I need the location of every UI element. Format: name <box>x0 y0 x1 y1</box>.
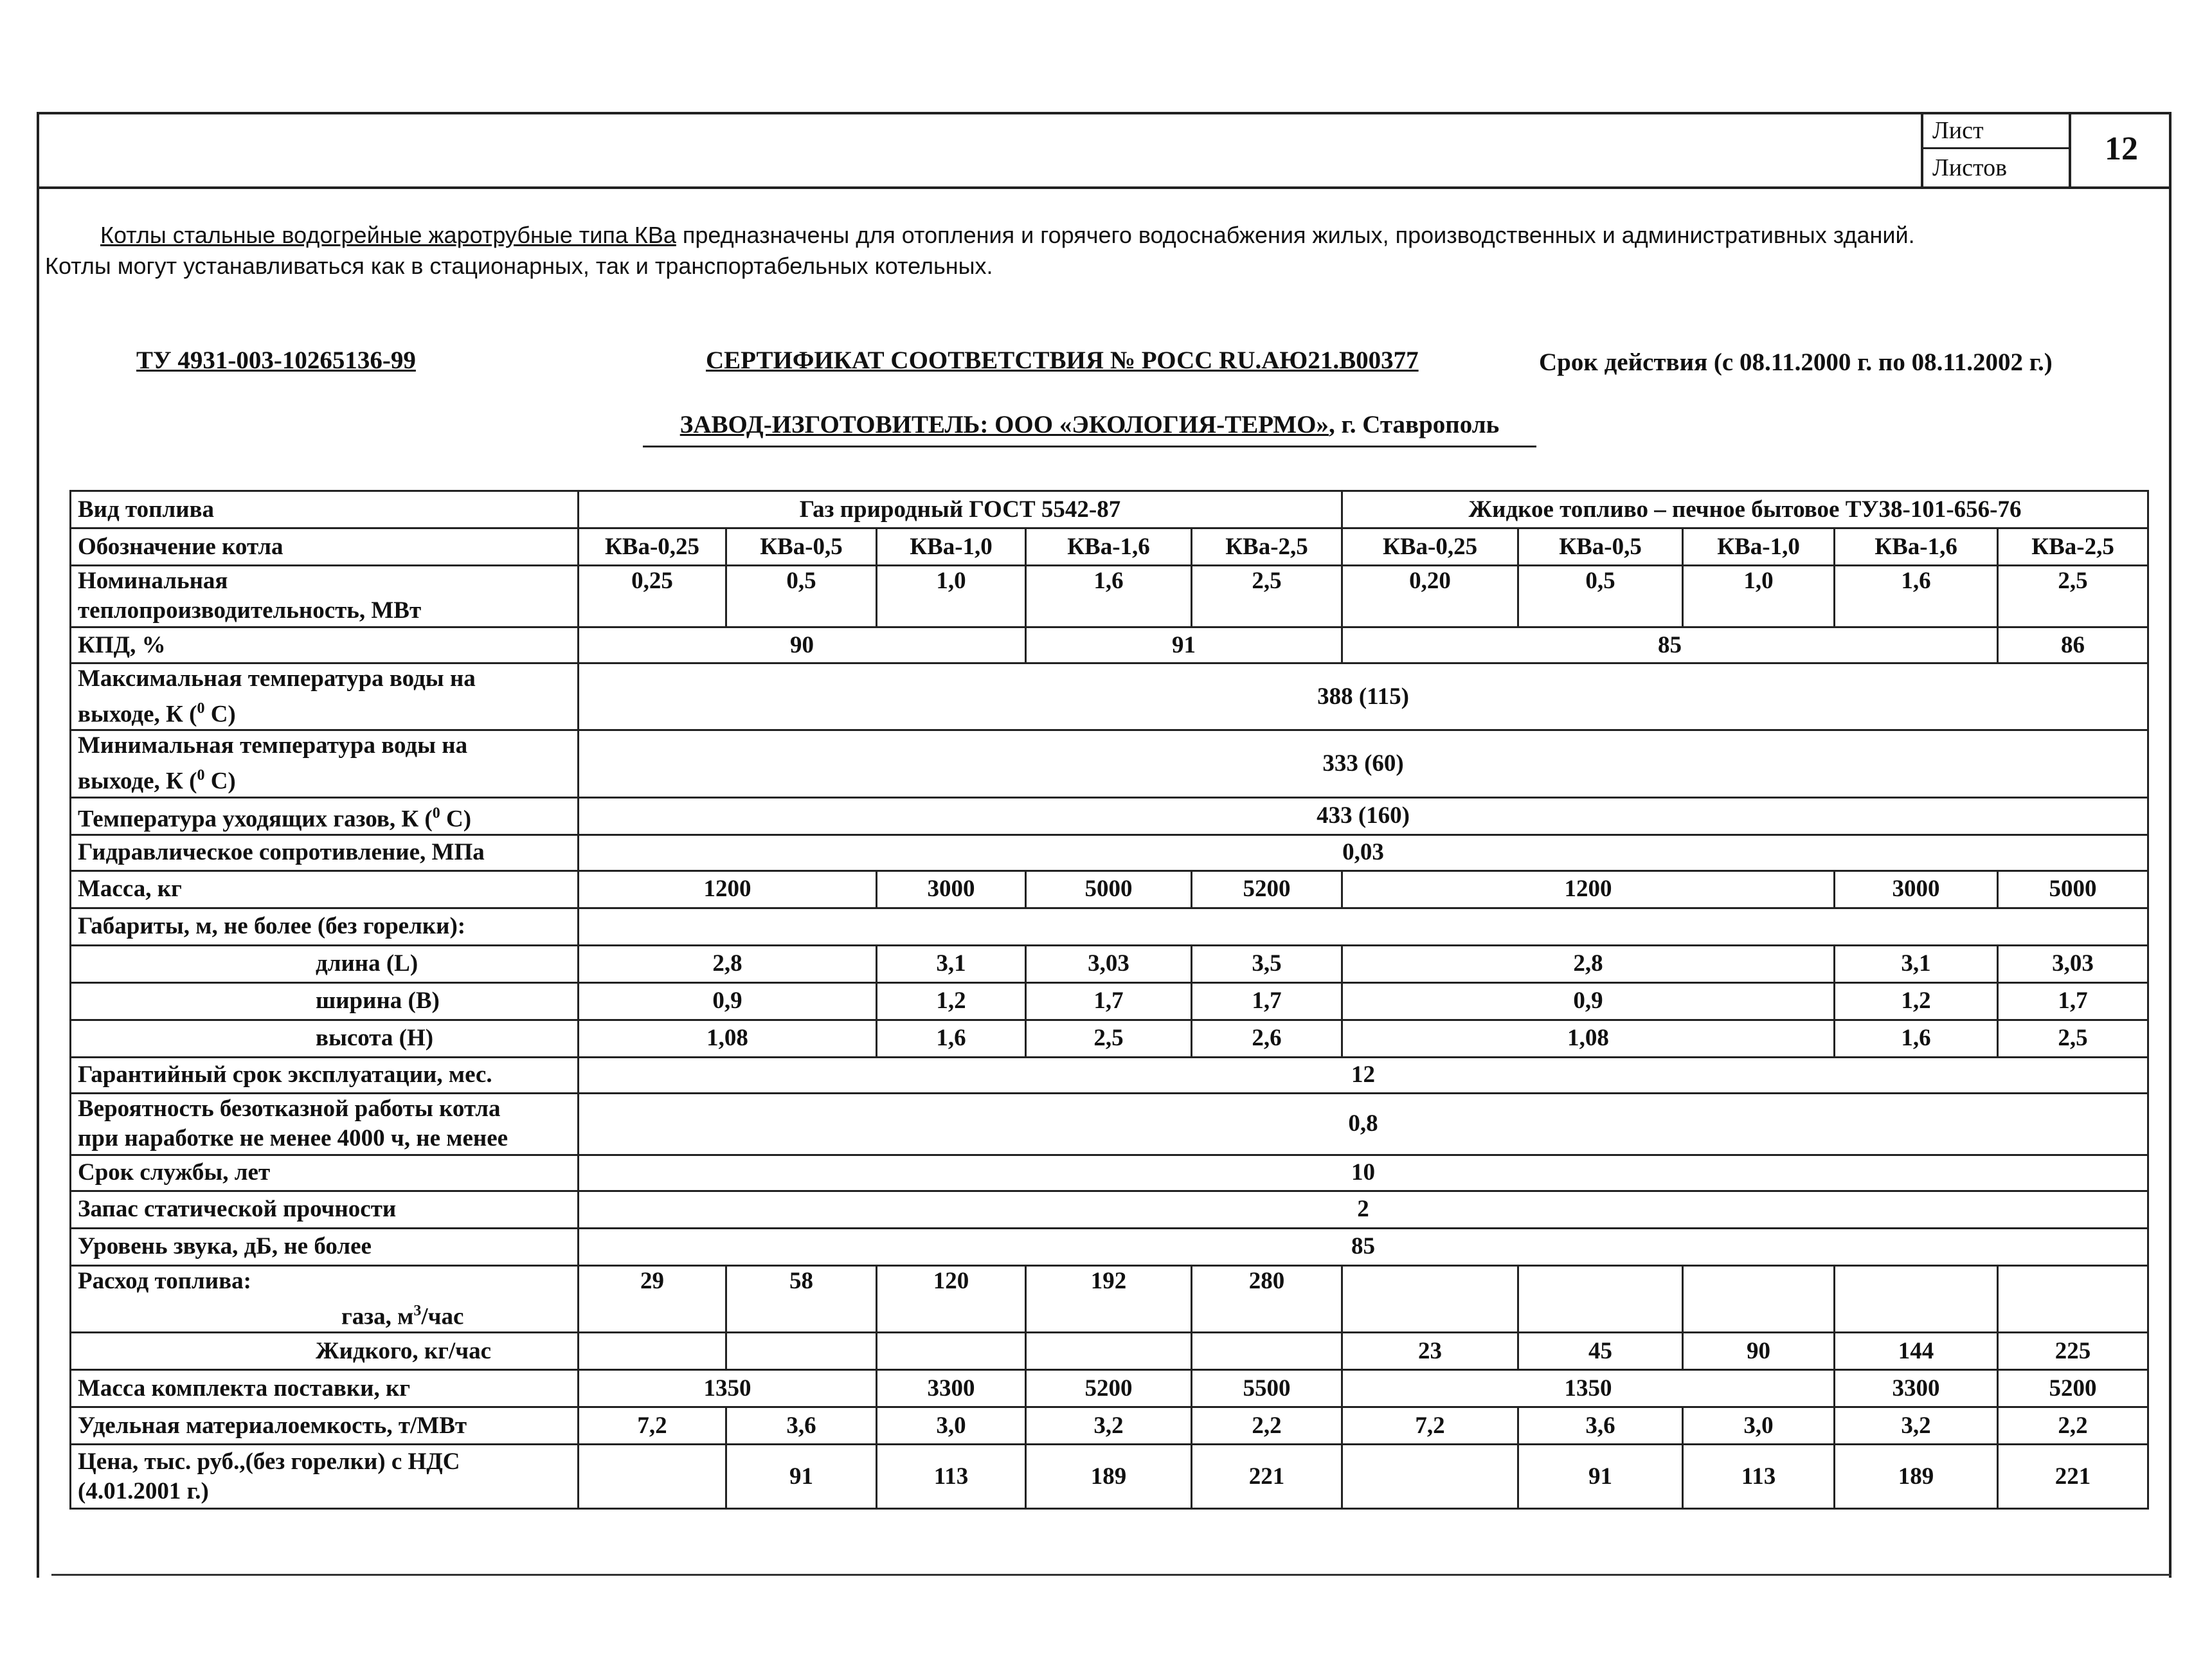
liquid-consumption-cell: 45 <box>1518 1333 1683 1370</box>
row-label-line: Максимальная температура воды на <box>78 665 476 692</box>
fuel-liquid-header: Жидкое топливо – печное бытовое ТУ38-101-656-76 <box>1342 491 2148 528</box>
row-label-line: газа, м <box>341 1303 414 1330</box>
price-cell: 113 <box>877 1445 1026 1509</box>
row-label: Жидкого, кг/час <box>71 1333 579 1370</box>
row-label <box>71 566 579 627</box>
row-label: Удельная материалоемкость, т/МВт <box>71 1407 579 1445</box>
table-row <box>71 663 2148 730</box>
mass-cell: 3000 <box>1835 871 1998 908</box>
row-label-line: теплопроизводительность, МВт <box>78 597 422 624</box>
power-cell: 1,6 <box>1835 566 1998 627</box>
table-row <box>71 1020 2148 1057</box>
empty-cell <box>579 1445 726 1509</box>
length-cell: 3,5 <box>1192 945 1342 982</box>
kit-mass-cell: 3300 <box>1835 1370 1998 1407</box>
row-label-line: Минимальная температура воды на <box>78 732 468 759</box>
certificate-number: СЕРТИФИКАТ СООТВЕТСТВИЯ № РОСС RU.АЮ21.В00377 <box>706 347 1419 374</box>
intro-line-2: Котлы могут устанавливаться как в стационарных, так и транспортабельных котельных. <box>45 253 993 279</box>
power-cell: 1,6 <box>1026 566 1192 627</box>
empty-cell <box>579 908 2148 945</box>
manufacturer-name: ЗАВОД-ИЗГОТОВИТЕЛЬ: ООО «ЭКОЛОГИЯ-ТЕРМО» <box>679 411 1329 438</box>
fuel-gas-header: Газ природный ГОСТ 5542-87 <box>579 491 1342 528</box>
height-cell: 2,6 <box>1192 1020 1342 1057</box>
row-label: Срок службы, лет <box>71 1155 579 1191</box>
price-cell: 91 <box>726 1445 877 1509</box>
strength-cell: 2 <box>579 1191 2148 1228</box>
specific-cell: 3,6 <box>726 1407 877 1445</box>
model-cell: КВа-0,5 <box>726 528 877 566</box>
kit-mass-cell: 5500 <box>1192 1370 1342 1407</box>
table-row <box>71 1265 2148 1332</box>
row-label: ширина (В) <box>71 982 579 1020</box>
specific-cell: 2,2 <box>1192 1407 1342 1445</box>
life-cell: 10 <box>579 1155 2148 1191</box>
price-cell: 189 <box>1026 1445 1192 1509</box>
row-label-line: при наработке не менее 4000 ч, не менее <box>78 1125 508 1152</box>
tmax-cell: 388 (115) <box>579 663 2148 730</box>
specific-cell: 7,2 <box>579 1407 726 1445</box>
model-cell: КВа-2,5 <box>1998 528 2148 566</box>
width-cell: 1,7 <box>1998 982 2148 1020</box>
sheet-label: Лист <box>1923 112 2071 149</box>
kpd-cell: 85 <box>1342 627 1998 663</box>
empty-cell <box>726 1333 877 1370</box>
power-cell: 2,5 <box>1192 566 1342 627</box>
degree-mark: 0 <box>432 804 440 822</box>
width-cell: 1,2 <box>877 982 1026 1020</box>
intro-rest: предназначены для отопления и горячего водоснабжения жилых, производственных и административных зданий. <box>676 222 1915 248</box>
row-label <box>71 1093 579 1155</box>
tgas-cell: 433 (160) <box>579 797 2148 835</box>
length-cell: 3,03 <box>1998 945 2148 982</box>
row-label: Запас статической прочности <box>71 1191 579 1228</box>
length-cell: 3,03 <box>1026 945 1192 982</box>
model-cell: КВа-0,25 <box>1342 528 1518 566</box>
warranty-cell: 12 <box>579 1057 2148 1093</box>
table-row <box>71 730 2148 797</box>
liquid-consumption-cell: 23 <box>1342 1333 1518 1370</box>
empty-cell <box>1026 1333 1192 1370</box>
empty-cell <box>1342 1445 1518 1509</box>
table-row <box>71 1333 2148 1370</box>
liquid-consumption-cell: 144 <box>1835 1333 1998 1370</box>
power-cell: 1,0 <box>877 566 1026 627</box>
cubic-mark: 3 <box>413 1302 422 1319</box>
width-cell: 0,9 <box>579 982 877 1020</box>
mass-cell: 1200 <box>579 871 877 908</box>
kit-mass-cell: 1350 <box>1342 1370 1835 1407</box>
specific-cell: 7,2 <box>1342 1407 1518 1445</box>
power-cell: 0,20 <box>1342 566 1518 627</box>
row-label: Обозначение котла <box>71 528 579 566</box>
specific-cell: 3,0 <box>1683 1407 1835 1445</box>
mass-cell: 1200 <box>1342 871 1835 908</box>
certificate-validity: Срок действия (с 08.11.2000 г. по 08.11.2002 г.) <box>1539 348 2053 376</box>
manufacturer <box>643 410 1536 447</box>
row-label-line: Температура уходящих газов, К ( <box>78 805 433 832</box>
model-cell: КВа-0,25 <box>579 528 726 566</box>
specific-cell: 3,0 <box>877 1407 1026 1445</box>
tu-number: ТУ 4931-003-10265136-99 <box>136 347 416 374</box>
intro-lead: Котлы стальные водогрейные жаротрубные типа КВа <box>100 222 676 248</box>
mass-cell: 5200 <box>1192 871 1342 908</box>
height-cell: 1,08 <box>579 1020 877 1057</box>
empty-cell <box>1835 1265 1998 1332</box>
row-label-line: Вероятность безотказной работы котла <box>78 1096 501 1123</box>
table-row <box>71 945 2148 982</box>
table-row <box>71 1407 2148 1445</box>
mass-cell: 3000 <box>877 871 1026 908</box>
price-cell: 113 <box>1683 1445 1835 1509</box>
kpd-cell: 90 <box>579 627 1026 663</box>
table-row <box>71 566 2148 627</box>
table-row <box>71 1228 2148 1265</box>
empty-cell <box>1683 1265 1835 1332</box>
gas-consumption-cell: 58 <box>726 1265 877 1332</box>
row-label: Гарантийный срок эксплуатации, мес. <box>71 1057 579 1093</box>
gas-consumption-cell: 120 <box>877 1265 1026 1332</box>
reliability-cell: 0,8 <box>579 1093 2148 1155</box>
price-cell: 189 <box>1835 1445 1998 1509</box>
row-label: Масса, кг <box>71 871 579 908</box>
length-cell: 2,8 <box>579 945 877 982</box>
power-cell: 1,0 <box>1683 566 1835 627</box>
empty-cell <box>877 1333 1026 1370</box>
row-label <box>71 1265 579 1332</box>
degree-mark: 0 <box>197 767 205 784</box>
row-label: Габариты, м, не более (без горелки): <box>71 908 579 945</box>
row-label-line: Номинальная <box>78 568 228 594</box>
degree-mark: 0 <box>197 700 205 717</box>
gas-consumption-cell: 29 <box>579 1265 726 1332</box>
length-cell: 3,1 <box>1835 945 1998 982</box>
empty-cell <box>1998 1265 2148 1332</box>
width-cell: 1,7 <box>1192 982 1342 1020</box>
noise-cell: 85 <box>579 1228 2148 1265</box>
height-cell: 1,08 <box>1342 1020 1835 1057</box>
height-cell: 2,5 <box>1998 1020 2148 1057</box>
empty-cell <box>579 1333 726 1370</box>
table-row <box>71 908 2148 945</box>
gas-consumption-cell: 280 <box>1192 1265 1342 1332</box>
row-label-line: С) <box>204 701 236 728</box>
model-cell: КВа-2,5 <box>1192 528 1342 566</box>
specific-cell: 2,2 <box>1998 1407 2148 1445</box>
table-row <box>71 835 2148 871</box>
mass-cell: 5000 <box>1026 871 1192 908</box>
kit-mass-cell: 1350 <box>579 1370 877 1407</box>
tmin-cell: 333 (60) <box>579 730 2148 797</box>
row-label: высота (Н) <box>71 1020 579 1057</box>
width-cell: 0,9 <box>1342 982 1835 1020</box>
specific-cell: 3,2 <box>1026 1407 1192 1445</box>
empty-cell <box>1518 1265 1683 1332</box>
empty-cell <box>1192 1333 1342 1370</box>
height-cell: 2,5 <box>1026 1020 1192 1057</box>
width-cell: 1,2 <box>1835 982 1998 1020</box>
kpd-cell: 91 <box>1026 627 1342 663</box>
empty-cell <box>1342 1265 1518 1332</box>
gas-consumption-cell: 192 <box>1026 1265 1192 1332</box>
row-label-line: (4.01.2001 г.) <box>78 1477 209 1504</box>
row-label-line: выходе, К ( <box>78 768 197 795</box>
liquid-consumption-cell: 90 <box>1683 1333 1835 1370</box>
row-label-line: /час <box>421 1303 464 1330</box>
table-row <box>71 491 2148 528</box>
table-row <box>71 797 2148 835</box>
sheet-number: 12 <box>2105 131 2138 167</box>
table-row <box>71 982 2148 1020</box>
model-cell: КВа-0,5 <box>1518 528 1683 566</box>
row-label <box>71 663 579 730</box>
row-label-line: Цена, тыс. руб.,(без горелки) с НДС <box>78 1448 460 1475</box>
power-cell: 0,5 <box>726 566 877 627</box>
model-cell: КВа-1,0 <box>1683 528 1835 566</box>
power-cell: 2,5 <box>1998 566 2148 627</box>
table-row <box>71 871 2148 908</box>
table-row <box>71 1093 2148 1155</box>
row-label-line: С) <box>204 768 236 795</box>
length-cell: 2,8 <box>1342 945 1835 982</box>
model-cell: КВа-1,0 <box>877 528 1026 566</box>
table-row <box>71 1445 2148 1509</box>
row-label <box>71 730 579 797</box>
row-label-line: Расход топлива: <box>78 1267 251 1294</box>
model-cell: КВа-1,6 <box>1835 528 1998 566</box>
manufacturer-city: , г. Ставрополь <box>1328 411 1500 438</box>
table-row <box>71 1057 2148 1093</box>
table-row <box>71 1370 2148 1407</box>
price-cell: 91 <box>1518 1445 1683 1509</box>
kit-mass-cell: 3300 <box>877 1370 1026 1407</box>
row-label: КПД, % <box>71 627 579 663</box>
row-label: Уровень звука, дБ, не более <box>71 1228 579 1265</box>
intro-paragraph <box>45 220 2166 282</box>
row-label: Гидравлическое сопротивление, МПа <box>71 835 579 871</box>
mass-cell: 5000 <box>1998 871 2148 908</box>
row-label-line: выходе, К ( <box>78 701 197 728</box>
kit-mass-cell: 5200 <box>1998 1370 2148 1407</box>
row-label: Масса комплекта поставки, кг <box>71 1370 579 1407</box>
row-label <box>71 797 579 835</box>
header-rule <box>37 186 2172 189</box>
liquid-consumption-cell: 225 <box>1998 1333 2148 1370</box>
table-row <box>71 528 2148 566</box>
table-row <box>71 1155 2148 1191</box>
width-cell: 1,7 <box>1026 982 1192 1020</box>
price-cell: 221 <box>1998 1445 2148 1509</box>
boiler-spec-table <box>69 490 2149 1510</box>
sheets-total-label: Листов <box>1923 149 2071 186</box>
row-label: длина (L) <box>71 945 579 982</box>
power-cell: 0,5 <box>1518 566 1683 627</box>
height-cell: 1,6 <box>1835 1020 1998 1057</box>
length-cell: 3,1 <box>877 945 1026 982</box>
row-label <box>71 1445 579 1509</box>
model-cell: КВа-1,6 <box>1026 528 1192 566</box>
frame-bottom-rule <box>51 1574 2172 1576</box>
table-row <box>71 627 2148 663</box>
hyd-cell: 0,03 <box>579 835 2148 871</box>
table-row <box>71 1191 2148 1228</box>
height-cell: 1,6 <box>877 1020 1026 1057</box>
kpd-cell: 86 <box>1998 627 2148 663</box>
specific-cell: 3,2 <box>1835 1407 1998 1445</box>
specific-cell: 3,6 <box>1518 1407 1683 1445</box>
row-label: Вид топлива <box>71 491 579 528</box>
kit-mass-cell: 5200 <box>1026 1370 1192 1407</box>
row-label-line: С) <box>440 805 472 832</box>
price-cell: 221 <box>1192 1445 1342 1509</box>
power-cell: 0,25 <box>579 566 726 627</box>
